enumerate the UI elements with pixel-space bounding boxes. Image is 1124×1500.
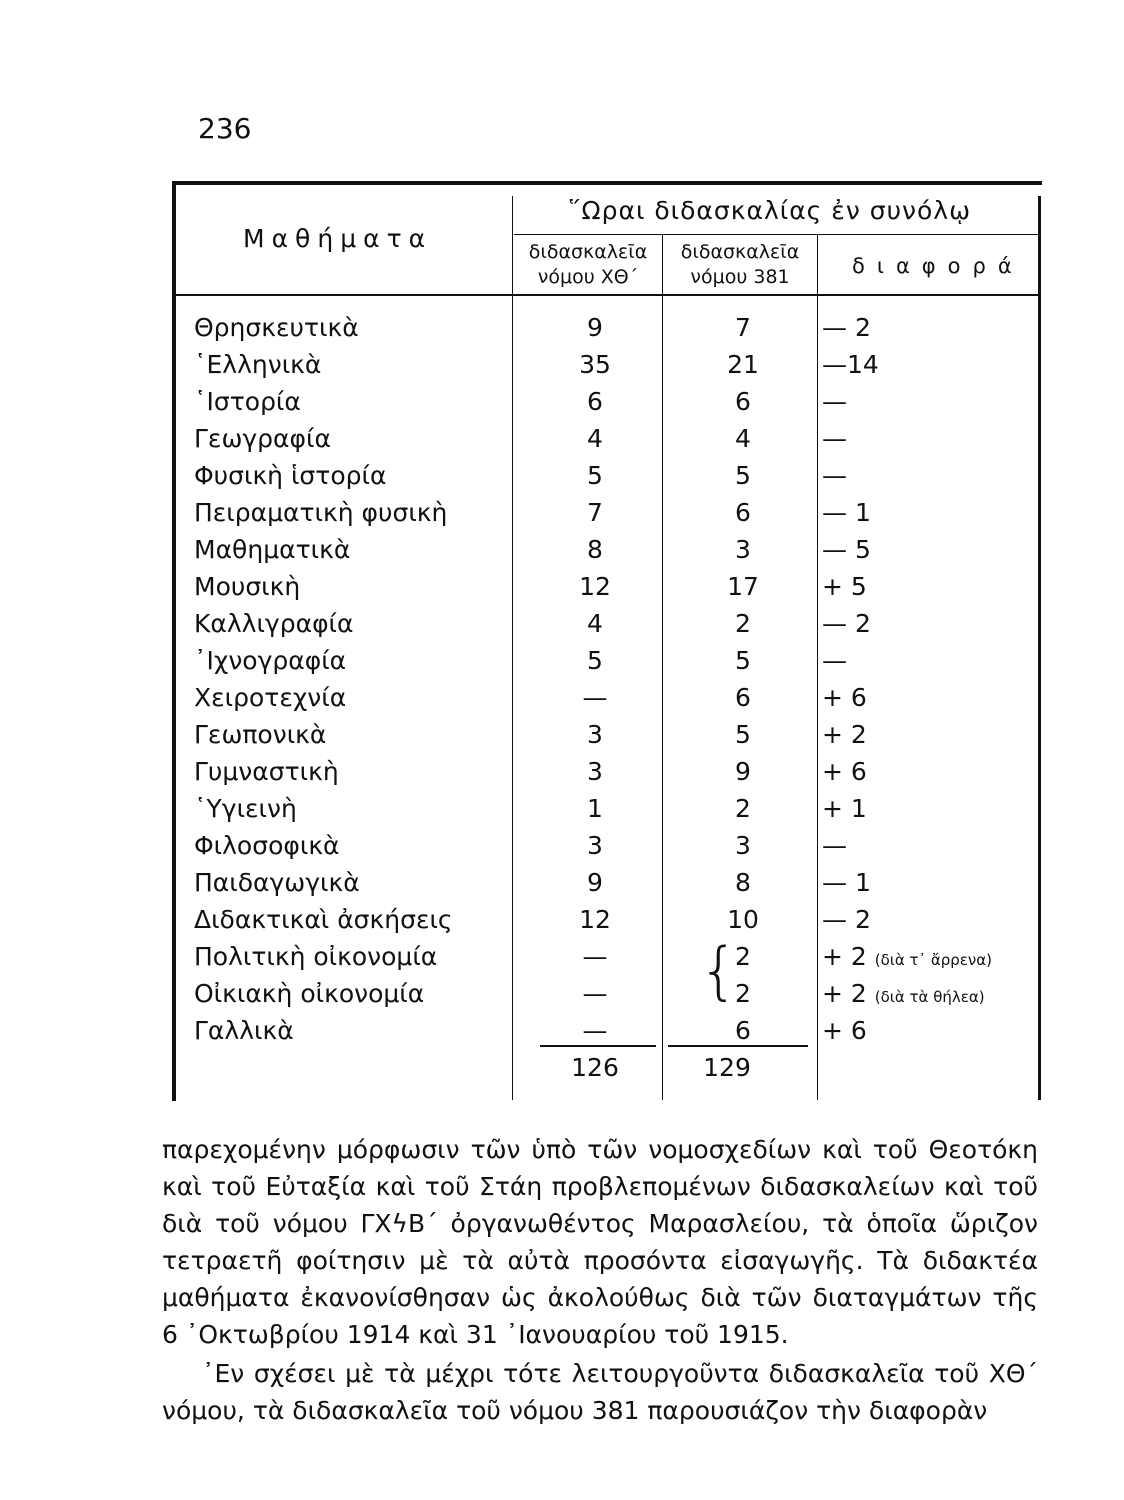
subject-name: Χειροτεχνία: [194, 683, 347, 712]
hours-header-underline: [514, 234, 1038, 235]
hours-law-xth: —: [582, 683, 608, 712]
hours-law-381: 10: [727, 905, 759, 934]
subject-name: Μουσικὴ: [194, 572, 301, 601]
hours-law-xth: 5: [587, 461, 603, 490]
hours-law-381: 5: [735, 461, 751, 490]
subject-name: Γυμναστικὴ: [194, 757, 339, 786]
hours-law-xth: 3: [587, 831, 603, 860]
total-law-381: 129: [703, 1053, 751, 1082]
hours-law-381: 2: [735, 942, 751, 971]
hours-law-xth: 1: [587, 794, 603, 823]
hours-law-381: 2: [735, 794, 751, 823]
hours-law-381: 8: [735, 868, 751, 897]
difference: + 6: [822, 683, 867, 712]
difference: —: [822, 424, 847, 453]
difference: + 2: [822, 720, 867, 749]
table-row: [0, 387, 1124, 424]
subject-name: ῾Ιστορία: [194, 387, 301, 416]
difference: — 5: [822, 535, 871, 564]
table-row: [0, 572, 1124, 609]
difference: — 2: [822, 609, 871, 638]
subject-name: ᾿Ιχνογραφία: [194, 646, 347, 675]
hours-law-381: 6: [735, 1016, 751, 1045]
difference: [822, 979, 985, 1008]
difference-value: + 2: [822, 942, 867, 971]
table-row: [0, 424, 1124, 461]
difference: —: [822, 461, 847, 490]
col-b-header-line2: νόμου 381: [690, 266, 790, 288]
hours-law-xth: 12: [579, 572, 611, 601]
subject-name: ῾Ελληνικὰ: [194, 350, 322, 379]
difference: + 6: [822, 1016, 867, 1045]
subject-name: Πειραματικὴ φυσικὴ: [194, 498, 448, 527]
table-row: [0, 720, 1124, 757]
hours-law-xth: —: [582, 942, 608, 971]
table-row: [0, 461, 1124, 498]
body-paragraph-1: [162, 1131, 1038, 1353]
hours-law-xth: 3: [587, 757, 603, 786]
subject-name: Θρησκευτικὰ: [194, 313, 359, 342]
difference: — 1: [822, 498, 871, 527]
subject-name: Γαλλικὰ: [194, 1016, 294, 1045]
difference-value: + 2: [822, 979, 867, 1008]
hours-law-381: 2: [735, 609, 751, 638]
difference: + 1: [822, 794, 867, 823]
paragraph-text: παρεχομένην μόρφωσιν τῶν ὑπὸ τῶν νομοσχεδίων καὶ τοῦ Θεοτόκη καὶ τοῦ Εὐταξία καὶ τοῦ Στάη προβλεπομένων διδασκαλείων καὶ τοῦ διὰ τοῦ νόμου ΓΧϟΒ΄ ὀργανωθέντος Μαρασλείου, τὰ ὁποῖα ὥριζον τετραετῆ φοίτησιν μὲ τὰ αὐτὰ προσόντα εἰσαγωγῆς. Τὰ διδακτέα μαθήματα ἐκανονίσθησαν ὡς ἀκολούθως διὰ τῶν διαταγμάτων τῆς 6 ᾿Οκτωβρίου 1914 καὶ 31 ᾿Ιανουαρίου τοῦ 1915.: [162, 1135, 1038, 1349]
hours-law-xth: 9: [587, 868, 603, 897]
page-number: 236: [198, 112, 252, 145]
subject-name: Μαθηματικὰ: [194, 535, 351, 564]
table-row: [0, 646, 1124, 683]
difference-header: διαφορά: [852, 254, 1024, 278]
table-row: [0, 683, 1124, 720]
table-row: [0, 905, 1124, 942]
hours-law-381: 5: [735, 720, 751, 749]
hours-law-381: 7: [735, 313, 751, 342]
hours-law-xth: —: [582, 1016, 608, 1045]
difference: — 2: [822, 905, 871, 934]
total-law-xth: 126: [571, 1053, 619, 1082]
subject-name: ῾Υγιεινὴ: [194, 794, 297, 823]
col-a-header: [514, 240, 662, 290]
subject-name: Γεωπονικὰ: [194, 720, 327, 749]
difference-note: (διὰ τὰ θήλεα): [874, 988, 985, 1006]
difference-note: (διὰ τ᾿ ἄρρενα): [874, 951, 992, 969]
difference: —: [822, 387, 847, 416]
hours-law-xth: 4: [587, 609, 603, 638]
header-bottom-rule: [176, 294, 1038, 296]
hours-law-381: 4: [735, 424, 751, 453]
col-a-header-line2: νόμου ΧΘ΄: [537, 266, 639, 288]
subject-name: Πολιτικὴ οἰκονομία: [194, 942, 438, 971]
table-row: [0, 350, 1124, 387]
table-row: [0, 831, 1124, 868]
hours-law-381: 3: [735, 831, 751, 860]
hours-law-381: 6: [735, 387, 751, 416]
hours-law-381: 9: [735, 757, 751, 786]
table-row: [0, 979, 1124, 1016]
hours-law-xth: 7: [587, 498, 603, 527]
hours-law-xth: 4: [587, 424, 603, 453]
hours-law-xth: 5: [587, 646, 603, 675]
hours-law-381: 5: [735, 646, 751, 675]
hours-law-xth: 3: [587, 720, 603, 749]
difference: [822, 942, 992, 971]
difference: —14: [822, 350, 879, 379]
difference: —: [822, 646, 847, 675]
col-b-header-line1: διδασκαλεῖα: [680, 241, 800, 263]
hours-law-xth: 8: [587, 535, 603, 564]
table-row: [0, 757, 1124, 794]
difference: + 5: [822, 572, 867, 601]
difference: — 1: [822, 868, 871, 897]
paragraph-text: ᾿Εν σχέσει μὲ τὰ μέχρι τότε λειτουργοῦντα διδασκαλεῖα τοῦ ΧΘ΄ νόμου, τὰ διδασκαλεῖα τοῦ νόμου 381 παρουσιάζον τὴν διαφορὰν: [162, 1359, 1038, 1425]
difference: + 6: [822, 757, 867, 786]
subject-name: Παιδαγωγικὰ: [194, 868, 360, 897]
body-paragraph-2: [162, 1355, 1038, 1429]
hours-law-xth: 9: [587, 313, 603, 342]
hours-law-381: 6: [735, 683, 751, 712]
table-row: [0, 794, 1124, 831]
hours-law-xth: —: [582, 979, 608, 1008]
hours-law-381: 2: [735, 979, 751, 1008]
subject-name: Φυσικὴ ἱστορία: [194, 461, 387, 490]
col-b-header: [664, 240, 816, 290]
subject-name: Διδακτικαὶ ἀσκήσεις: [194, 905, 453, 934]
subject-name: Γεωγραφία: [194, 424, 331, 453]
table-row: [0, 868, 1124, 905]
table-row: [0, 942, 1124, 979]
subject-name: Φιλοσοφικὰ: [194, 831, 340, 860]
table-row: [0, 1016, 1124, 1053]
hours-law-xth: 6: [587, 387, 603, 416]
table-row: [0, 498, 1124, 535]
hours-law-381: 6: [735, 498, 751, 527]
difference: — 2: [822, 313, 871, 342]
table-row: [0, 609, 1124, 646]
col-a-header-line1: διδασκαλεῖα: [528, 241, 648, 263]
teaching-hours-header: ῞Ωραι διδασκαλίας ἐν συνόλῳ: [568, 196, 972, 225]
hours-law-381: 3: [735, 535, 751, 564]
table-row: [0, 535, 1124, 572]
table-top-rule: [176, 181, 1042, 185]
subjects-header: Μαθήματα: [243, 224, 433, 253]
hours-law-xth: 12: [579, 905, 611, 934]
difference: —: [822, 831, 847, 860]
hours-law-381: 21: [727, 350, 759, 379]
subject-name: Καλλιγραφία: [194, 609, 354, 638]
brace-glyph: {: [699, 934, 739, 1007]
table-row: [0, 313, 1124, 350]
hours-law-xth: 35: [579, 350, 611, 379]
subject-name: Οἰκιακὴ οἰκονομία: [194, 979, 425, 1008]
hours-law-381: 17: [727, 572, 759, 601]
